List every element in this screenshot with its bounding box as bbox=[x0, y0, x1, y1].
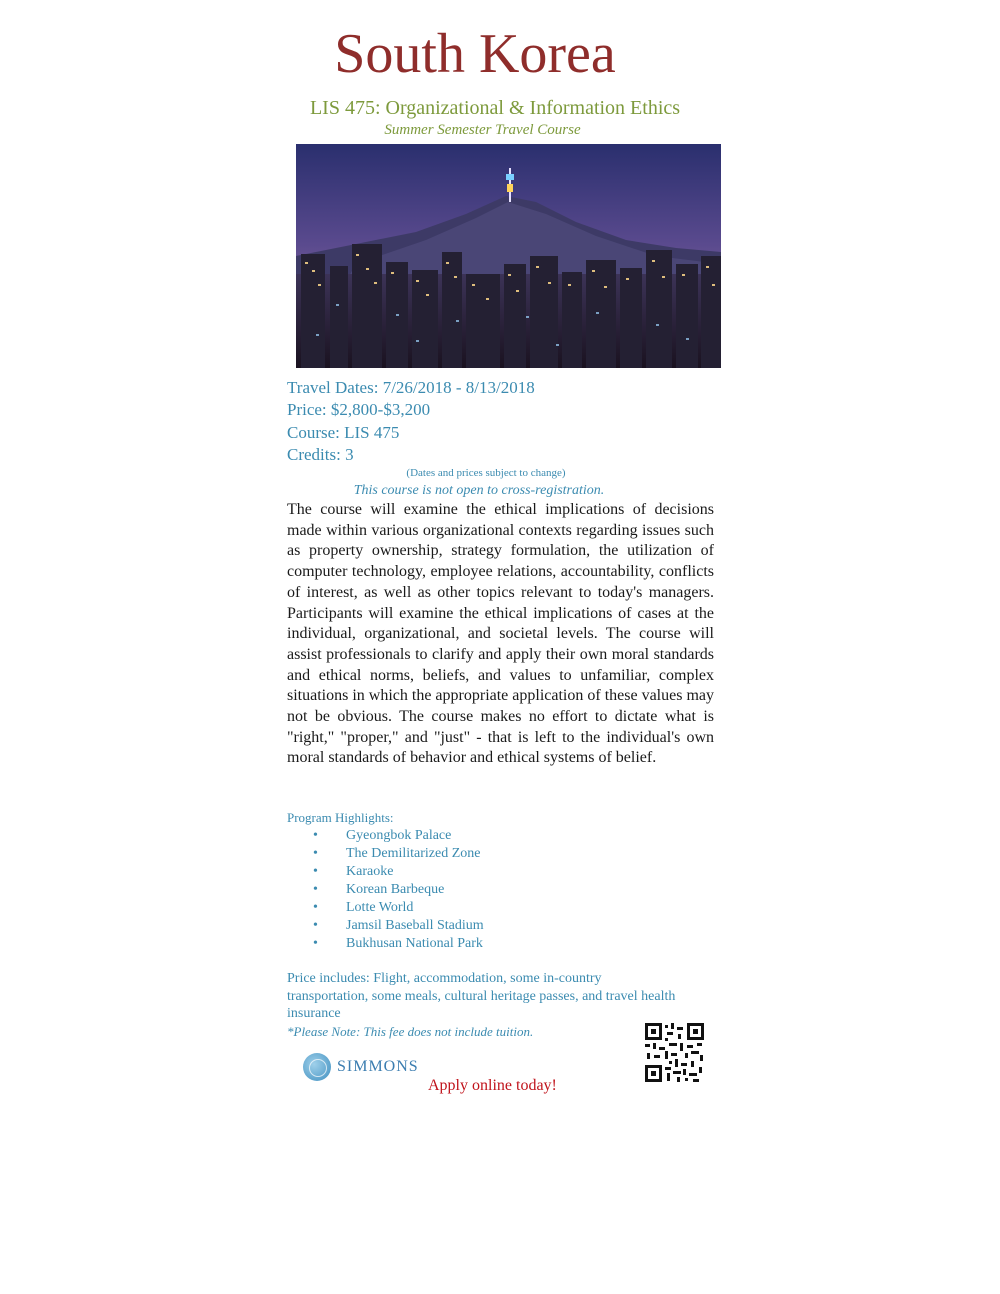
logo-text: SIMMONS bbox=[337, 1058, 419, 1075]
list-item bbox=[313, 827, 484, 845]
simmons-logo bbox=[303, 1052, 419, 1082]
page-title: South Korea bbox=[334, 23, 616, 85]
bullet-icon: • bbox=[313, 864, 318, 879]
bullet-icon: • bbox=[313, 828, 318, 843]
bullet-icon: • bbox=[313, 882, 318, 897]
bullet-icon: • bbox=[313, 846, 318, 861]
bullet-icon: • bbox=[313, 918, 318, 933]
list-item bbox=[313, 899, 484, 917]
list-item bbox=[313, 917, 484, 935]
list-item bbox=[313, 845, 484, 863]
highlight-label: Lotte World bbox=[346, 900, 414, 915]
simmons-seal-icon bbox=[303, 1053, 331, 1081]
course-subtitle: LIS 475: Organizational & Information Ethics bbox=[309, 97, 681, 119]
highlight-label: Bukhusan National Park bbox=[346, 936, 483, 951]
apply-online-link[interactable]: Apply online today! bbox=[428, 1077, 557, 1094]
course-description: The course will examine the ethical implications of decisions made within various organizational contexts regarding issues such as property ownership, strategy formulation, the utilization of computer technology, employee relations, accountability, conflicts of interest, as well as other topics relevant to today's managers. Participants will examine the ethical implications of cases at the individual, organizational, and societal levels. The course will assist professionals to clarify and apply their own moral standards and ethical norms, beliefs, and values to unfamiliar, complex situations in which the appropriate application of these values may not be obvious. The course makes no effort to dictate what is "right," "proper," and "just" - that is left to the individual's own moral standards of behavior and ethical systems of belief. bbox=[287, 501, 714, 767]
price: Price: $2,800-$3,200 bbox=[287, 400, 431, 419]
seoul-skyline-image bbox=[296, 144, 721, 368]
highlight-label: Karaoke bbox=[346, 864, 394, 879]
cross-registration-note: This course is not open to cross-registration. bbox=[353, 483, 605, 498]
travel-dates: Travel Dates: 7/26/2018 - 8/13/2018 bbox=[287, 378, 535, 397]
course-code: Course: LIS 475 bbox=[287, 423, 400, 442]
price-includes: Price includes: Flight, accommodation, some in-country transportation, some meals, cultural heritage passes, and travel health insurance bbox=[287, 971, 676, 1021]
credits: Credits: 3 bbox=[287, 445, 354, 464]
list-item bbox=[313, 863, 484, 881]
highlight-label: Gyeongbok Palace bbox=[346, 828, 452, 843]
bullet-icon: • bbox=[313, 936, 318, 951]
list-item bbox=[313, 935, 484, 953]
bullet-icon: • bbox=[313, 900, 318, 915]
highlight-label: Korean Barbeque bbox=[346, 882, 445, 897]
list-item bbox=[313, 881, 484, 899]
highlight-label: Jamsil Baseball Stadium bbox=[346, 918, 484, 933]
qr-code-icon[interactable] bbox=[645, 1023, 704, 1082]
tuition-note: *Please Note: This fee does not include tuition. bbox=[287, 1024, 534, 1039]
highlights-list bbox=[313, 827, 484, 953]
highlights-heading: Program Highlights: bbox=[287, 810, 394, 825]
course-tagline: Summer Semester Travel Course bbox=[384, 122, 581, 138]
highlight-label: The Demilitarized Zone bbox=[346, 846, 481, 861]
dates-disclaimer: (Dates and prices subject to change) bbox=[406, 467, 566, 479]
